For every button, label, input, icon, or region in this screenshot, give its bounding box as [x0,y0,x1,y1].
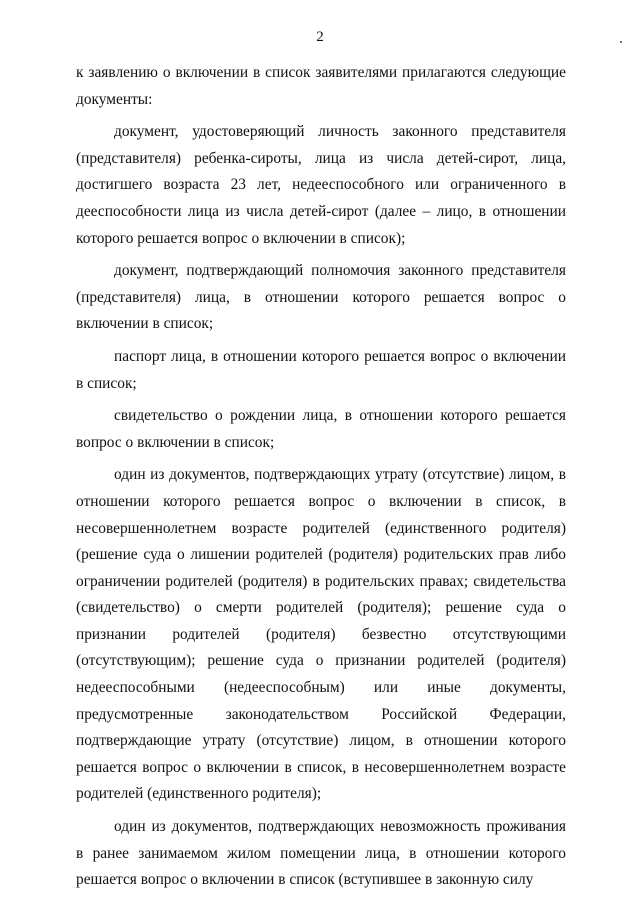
page-number: 2 [316,29,324,45]
paragraph-passport: паспорт лица, в отношении которого решается вопрос о включении в список; [76,347,566,392]
paragraph-birth-certificate: свидетельство о рождении лица, в отношении которого решается вопрос о включении в список; [76,407,566,451]
scan-speck [620,41,622,43]
paragraph-parental-loss-documents: один из документов, подтверждающих утрату (отсутствие) лицом, в отношении которого решается вопрос о включении в список, в несовершеннолетнем возрасте родителей (единственного родителя) (решение суда о лишении родителей (родителя) родительских прав либо ограничении родителей (родителя) в родительских правах; свидетельства (свидетельство) о смерти родителей (родителя); решение суда о признании родителей (родителя) безвестно отсутствующими (отсутствующим); решение суда о признании родителей (родителя) недееспособными (недееспособным) или иные документы, предусмотренные законодательством Российской Федерации, подтверждающие утрату (отсутствие) лицом, в отношении которого решается вопрос о включении в список, в несовершеннолетнем возрасте родителей (единственного родителя); [76,466,566,803]
paragraph-housing-impossibility-documents: один из документов, подтверждающих невозможность проживания в ранее занимаемом жилом помещении лица, в отношении которого решается вопрос о включении в список (вступившее в законную силу [76,818,566,889]
paragraph-identity-document: документ, удостоверяющий личность законного представителя (представителя) ребенка-сироты, лица из числа детей-сирот, лица, достигшего возраста 23 лет, недееспособного или ограниченного в дееспособности лица из числа детей-сирот (далее – лицо, в отношении которого решается вопрос о включении в список); [76,123,566,247]
document-body [76,60,566,900]
paragraph-intro: к заявлению о включении в список заявителями прилагаются следующие документы: [76,64,566,108]
paragraph-authority-document: документ, подтверждающий полномочия законного представителя (представителя) лица, в отношении которого решается вопрос о включении в список; [76,262,566,333]
